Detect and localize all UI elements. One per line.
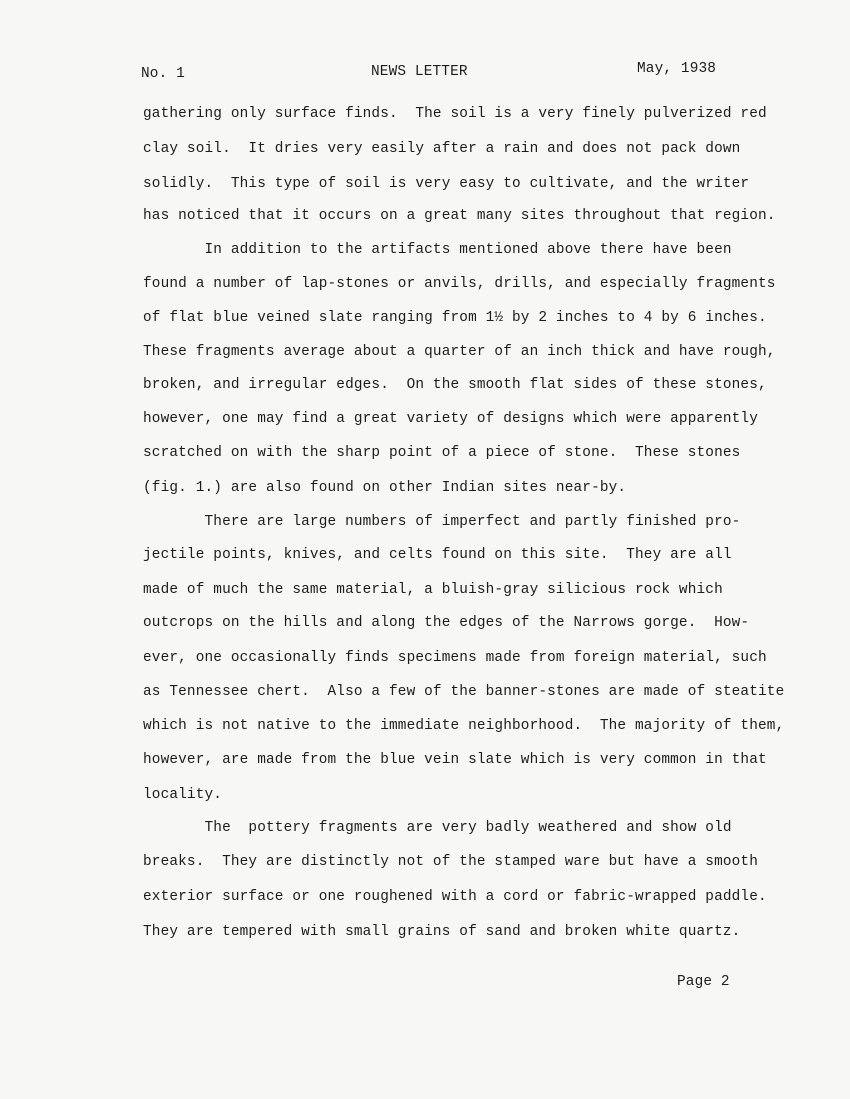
text-line: (fig. 1.) are also found on other Indian sites near-by.: [143, 480, 627, 496]
text-line: locality.: [143, 787, 223, 803]
text-line: gathering only surface finds. The soil is a very finely pulverized red: [143, 106, 767, 122]
text-line: There are large numbers of imperfect and partly finished pro-: [143, 514, 741, 530]
issue-number: No. 1: [141, 66, 185, 82]
text-line: They are tempered with small grains of sand and broken white quartz.: [143, 924, 741, 940]
text-line: scratched on with the sharp point of a piece of stone. These stones: [143, 445, 741, 461]
text-line: which is not native to the immediate neighborhood. The majority of them,: [143, 718, 785, 734]
text-line: exterior surface or one roughened with a cord or fabric-wrapped paddle.: [143, 889, 767, 905]
text-line: however, one may find a great variety of designs which were apparently: [143, 411, 759, 427]
text-line: jectile points, knives, and celts found on this site. They are all: [143, 547, 732, 563]
page-number: Page 2: [677, 974, 730, 990]
newsletter-title: NEWS LETTER: [371, 64, 468, 80]
text-line: however, are made from the blue vein slate which is very common in that: [143, 752, 767, 768]
text-line: clay soil. It dries very easily after a rain and does not pack down: [143, 141, 741, 157]
text-line: These fragments average about a quarter of an inch thick and have rough,: [143, 344, 776, 360]
text-line: ever, one occasionally finds specimens made from foreign material, such: [143, 650, 767, 666]
text-line: The pottery fragments are very badly weathered and show old: [143, 820, 732, 836]
text-line: as Tennessee chert. Also a few of the banner-stones are made of steatite: [143, 684, 785, 700]
text-line: In addition to the artifacts mentioned above there have been: [143, 242, 732, 258]
text-line: has noticed that it occurs on a great many sites throughout that region.: [143, 208, 776, 224]
issue-date: May, 1938: [637, 61, 717, 77]
text-line: outcrops on the hills and along the edges of the Narrows gorge. How-: [143, 615, 750, 631]
text-line: of flat blue veined slate ranging from 1½ by 2 inches to 4 by 6 inches.: [143, 310, 767, 326]
text-line: solidly. This type of soil is very easy to cultivate, and the writer: [143, 176, 750, 192]
text-line: broken, and irregular edges. On the smooth flat sides of these stones,: [143, 377, 767, 393]
text-line: found a number of lap-stones or anvils, drills, and especially fragments: [143, 276, 776, 292]
text-line: breaks. They are distinctly not of the stamped ware but have a smooth: [143, 854, 759, 870]
text-line: made of much the same material, a bluish-gray silicious rock which: [143, 582, 723, 598]
